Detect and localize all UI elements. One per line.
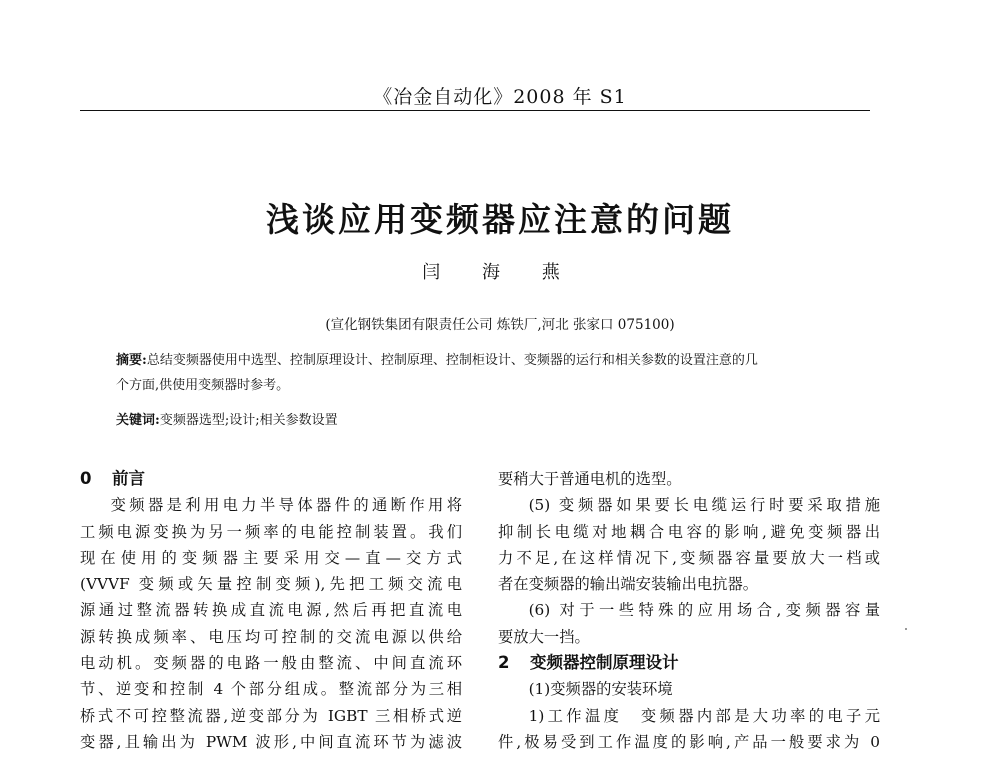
author-affiliation: (宣化钢铁集团有限责任公司 炼铁厂,河北 张家口 075100) xyxy=(325,317,675,333)
body-line: 者在变频器的输出端安装输出电抗器。 xyxy=(498,575,759,594)
journal-header: 《冶金自动化》2008 年 S1 xyxy=(373,86,627,108)
section-heading-0 xyxy=(80,466,462,492)
body-line: 抑制长电缆对地耦合电容的影响,避免变频器出 xyxy=(498,522,880,541)
body-line: 源转换成频率、电压均可控制的交流电源以供给 xyxy=(80,627,462,646)
body-line: 变频器是利用电力半导体器件的通断作用将 xyxy=(110,496,462,515)
body-line: 1)工作温度 变频器内部是大功率的电子元 xyxy=(528,706,880,725)
abstract-line-1 xyxy=(116,348,846,373)
body-line: 工频电源变换为另一频率的电能控制装置。我们 xyxy=(80,522,462,541)
abstract xyxy=(116,348,846,398)
body-line: 现在使用的变频器主要采用交—直—交方式 xyxy=(80,548,462,567)
keywords-text: 变频器选型;设计;相关参数设置 xyxy=(159,413,338,428)
subsection-heading: (1)变频器的安装环境 xyxy=(528,680,673,699)
section-number: 0 xyxy=(80,469,92,488)
left-column xyxy=(80,466,462,755)
header-rule xyxy=(80,110,870,111)
body-line: (5) 变频器如果要长电缆运行时要采取措施 xyxy=(528,496,880,515)
keywords-label: 关键词: xyxy=(116,413,160,428)
body-line: 要放大一挡。 xyxy=(498,627,590,646)
abstract-label: 摘要: xyxy=(116,353,147,368)
section-number: 2 xyxy=(498,653,510,673)
body-line: 源通过整流器转换成直流电源,然后再把直流电 xyxy=(80,601,462,620)
body-line: 桥式不可控整流器,逆变部分为 IGBT 三相桥式逆 xyxy=(80,706,462,725)
section-title: 变频器控制原理设计 xyxy=(530,653,679,673)
section-title: 前言 xyxy=(112,469,145,488)
abstract-line-2: 个方面,供使用变频器时参考。 xyxy=(116,378,290,393)
abstract-text-1: 总结变频器使用中选型、控制原理设计、控制原理、控制柜设计、变频器的运行和相关参数的设置注意的几 xyxy=(146,353,758,368)
section-heading-2 xyxy=(498,650,880,676)
body-line: 要稍大于普通电机的选型。 xyxy=(498,470,682,488)
body-line: (6) 对于一些特殊的应用场合,变频器容量 xyxy=(528,601,880,620)
scan-speck xyxy=(905,628,907,630)
author-name: 闫 海 燕 xyxy=(422,262,578,283)
body-line: 节、逆变和控制 4 个部分组成。整流部分为三相 xyxy=(80,680,462,699)
keywords xyxy=(116,410,846,432)
body-line: 力不足,在这样情况下,变频器容量要放大一档或 xyxy=(498,548,880,567)
article-title: 浅谈应用变频器应注意的问题 xyxy=(266,200,734,239)
body-line: 电动机。变频器的电路一般由整流、中间直流环 xyxy=(80,654,462,673)
body-line: 变器,且输出为 PWM 波形,中间直流环节为滤波 xyxy=(80,732,462,751)
body-line: 件,极易受到工作温度的影响,产品一般要求为 0 xyxy=(498,732,880,751)
body-line: (VVVF 变频或矢量控制变频),先把工频交流电 xyxy=(80,575,462,594)
right-column xyxy=(498,466,880,755)
